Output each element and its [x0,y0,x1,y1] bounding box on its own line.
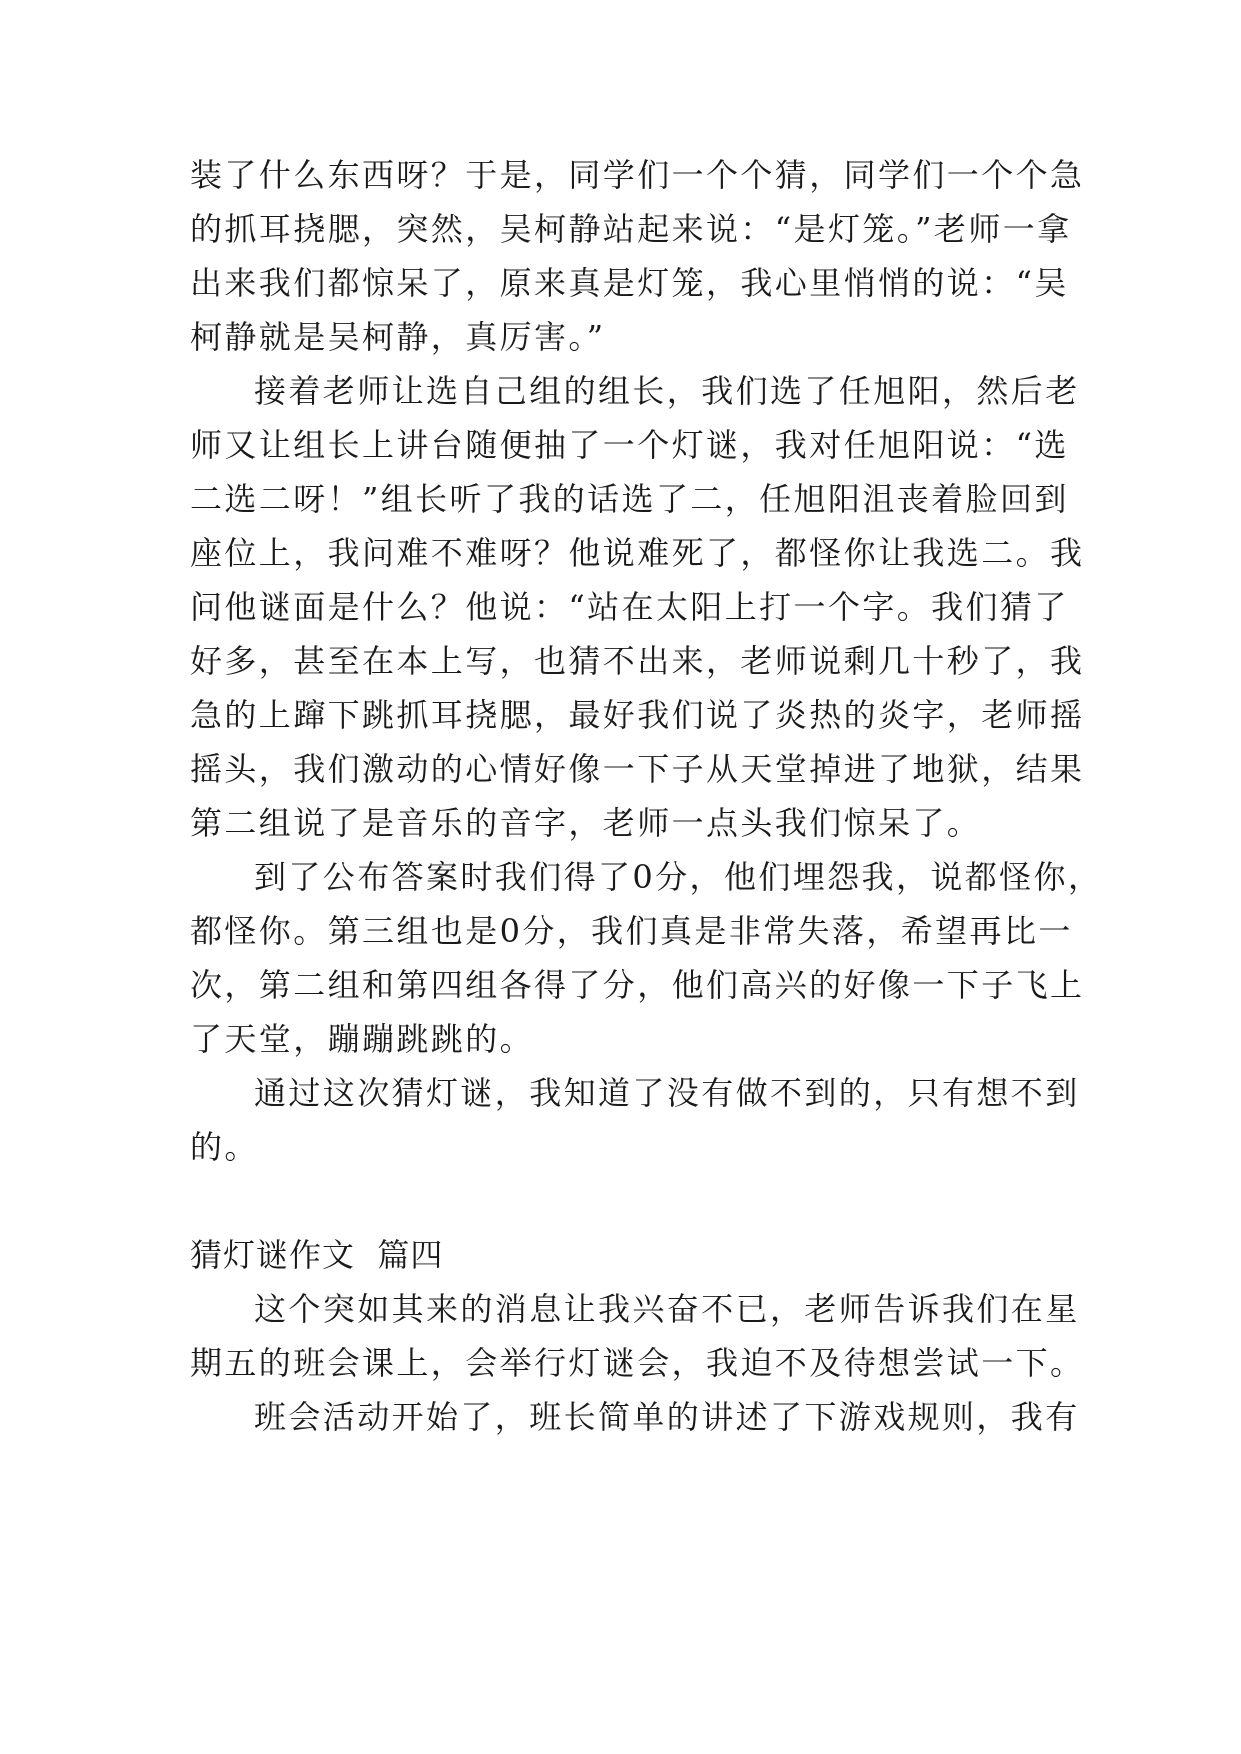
text-line: 到了公布答案时我们得了0分，他们埋怨我，说都怪你， [254,858,1103,896]
text-line: 的。 [190,1128,259,1166]
text-line: 第二组说了是音乐的音字，老师一点头我们惊呆了。 [190,804,982,842]
text-line: 摇头，我们激动的心情好像一下子从天堂掉进了地狱，结果 [190,750,1085,788]
text-line: 问他谜面是什么？他说：“站在太阳上打一个字。我们猜了 [190,588,1069,626]
text-line: 二选二呀！”组长听了我的话选了二，任旭阳沮丧着脸回到 [190,480,1069,518]
text-line: 班会活动开始了，班长简单的讲述了下游戏规则，我有 [254,1398,1080,1436]
text-line: 次，第二组和第四组各得了分，他们高兴的好像一下子飞上 [190,966,1085,1004]
text-line: 座位上，我问难不难呀？他说难死了，都怪你让我选二。我 [190,534,1085,572]
text-line: 出来我们都惊呆了，原来真是灯笼，我心里悄悄的说：“吴 [190,264,1069,302]
text-line: 这个突如其来的消息让我兴奋不已，老师告诉我们在星 [254,1290,1080,1328]
text-line: 师又让组长上讲台随便抽了一个灯谜，我对任旭阳说：“选 [190,426,1069,464]
text-line: 都怪你。第三组也是0分，我们真是非常失落，希望再比一 [190,912,1073,950]
text-line: 了天堂，蹦蹦跳跳的。 [190,1020,535,1058]
text-line: 装了什么东西呀？于是，同学们一个个猜，同学们一个个急 [190,156,1085,194]
section-heading: 猜灯谜作文 篇四 [190,1236,444,1274]
text-line: 接着老师让选自己组的组长，我们选了任旭阳，然后老 [254,372,1080,410]
text-line: 期五的班会课上，会举行灯谜会，我迫不及待想尝试一下。 [190,1344,1085,1382]
text-line: 急的上蹿下跳抓耳挠腮，最好我们说了炎热的炎字，老师摇 [190,696,1085,734]
text-line: 通过这次猜灯谜，我知道了没有做不到的，只有想不到 [254,1074,1080,1112]
text-line: 的抓耳挠腮，突然，吴柯静站起来说：“是灯笼。”老师一拿 [190,210,1072,248]
text-line: 好多，甚至在本上写，也猜不出来，老师说剩几十秒了，我 [190,642,1085,680]
text-line: 柯静就是吴柯静，真厉害。” [190,318,606,356]
